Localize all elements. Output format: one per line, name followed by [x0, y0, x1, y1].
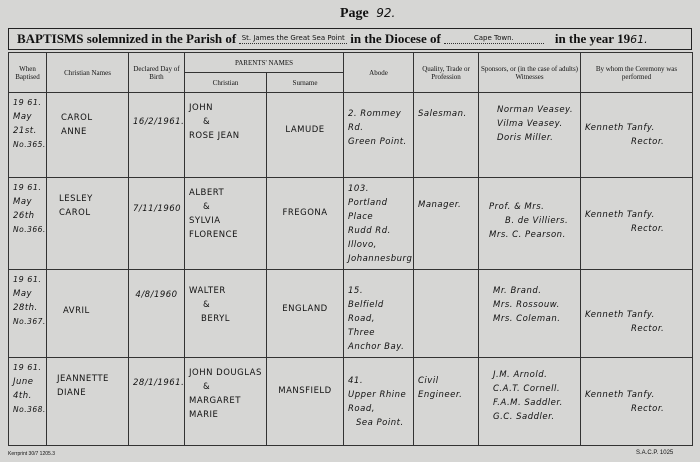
abode-cell: [344, 358, 414, 446]
christian-names-cell: [47, 178, 129, 270]
parents-christian-cell: [185, 93, 267, 178]
sponsor-line: B. de Villiers.: [505, 216, 569, 226]
entry-number: No.365.: [13, 140, 46, 149]
birth-date-cell: 28/1/1961.: [129, 358, 185, 446]
register-year: 61.: [630, 32, 648, 46]
title-text-diocese: in the Diocese of: [350, 31, 441, 46]
page-label: Page: [340, 6, 369, 21]
parents-christian-cell: [185, 358, 267, 446]
table-row: [9, 93, 693, 178]
sponsors-cell: [479, 93, 581, 178]
christian-name-line: LESLEY: [59, 194, 93, 204]
page-value: 92.: [376, 6, 396, 20]
christian-name-line: AVRIL: [63, 306, 90, 316]
parent-ampersand: &: [203, 300, 211, 310]
entry-day: 26th: [13, 211, 35, 221]
page-number: [340, 6, 395, 22]
abode-line: Green Point.: [348, 137, 407, 147]
sponsor-line: Norman Veasey.: [497, 105, 574, 115]
abode-cell: [344, 178, 414, 270]
when-baptised-cell: [9, 178, 47, 270]
sponsor-line: Mrs. Rossouw.: [493, 300, 560, 310]
by-whom-cell: [581, 358, 693, 446]
register-title: [8, 28, 692, 50]
parent-ampersand: &: [203, 382, 211, 392]
surname-cell: LAMUDE: [267, 93, 344, 178]
parent-ampersand: &: [203, 202, 211, 212]
parent-name-line: JOHN: [189, 103, 213, 113]
officiant-title: Rector.: [631, 404, 665, 414]
sponsor-line: Prof. & Mrs.: [489, 202, 545, 212]
sponsor-line: J.M. Arnold.: [493, 370, 548, 380]
christian-names-cell: [47, 358, 129, 446]
birth-date-cell: 16/2/1961.: [129, 93, 185, 178]
entry-day: 28th.: [13, 303, 38, 313]
sponsor-line: F.A.M. Saddler.: [493, 398, 563, 408]
parent-name-line: MARGARET: [189, 396, 241, 406]
sponsor-line: Mrs. C. Pearson.: [489, 230, 566, 240]
by-whom-cell: [581, 93, 693, 178]
parent-name-line: ALBERT: [189, 188, 225, 198]
surname-cell: MANSFIELD: [267, 358, 344, 446]
entry-year: 19 61.: [13, 183, 42, 192]
entry-year: 19 61.: [13, 98, 42, 107]
abode-line: Three Anchor Bay.: [348, 328, 405, 352]
sponsor-line: Vilma Veasey.: [497, 119, 563, 129]
christian-names-cell: [47, 270, 129, 358]
header-parents-surname: Surname: [267, 73, 344, 93]
officiant-signature: Kenneth Tanfy.: [585, 123, 655, 133]
entry-month: June: [13, 377, 34, 387]
header-parents-names: PARENTS' NAMES: [185, 53, 344, 73]
baptism-register-table: [8, 52, 693, 446]
abode-line: 41.: [348, 376, 364, 386]
parent-name-line: SYLVIA: [189, 216, 221, 226]
parent-name-line: JOHN DOUGLAS: [189, 368, 262, 378]
surname-cell: FREGONA: [267, 178, 344, 270]
when-baptised-cell: [9, 270, 47, 358]
abode-line: Illovo,: [348, 240, 377, 250]
printer-imprint: Kerrprint 30/7 1205.3: [8, 451, 55, 457]
officiant-signature: Kenneth Tanfy.: [585, 210, 655, 220]
parish-name: St. James the Great Sea Point: [239, 34, 347, 44]
header-sponsors: Sponsors, or (in the case of adults) Witnesses: [479, 53, 581, 93]
entry-day: 21st.: [13, 126, 37, 136]
christian-name-line: CAROL: [61, 113, 93, 123]
header-parents-christian: Christian: [185, 73, 267, 93]
abode-line: Sea Point.: [356, 418, 404, 428]
header-declared-birth: Declared Day of Birth: [129, 53, 185, 93]
abode-line: Belfield Road,: [348, 300, 384, 324]
header-abode: Abode: [344, 53, 414, 93]
entry-month: May: [13, 197, 33, 207]
abode-line: 2. Rommey Rd.: [348, 109, 402, 133]
entry-number: No.367.: [13, 317, 46, 326]
abode-line: Johannesburg: [348, 254, 413, 264]
officiant-title: Rector.: [631, 324, 665, 334]
table-row: [9, 358, 693, 446]
sponsor-line: Mrs. Coleman.: [493, 314, 561, 324]
entry-day: 4th.: [13, 391, 32, 401]
abode-line: Upper Rhine Road,: [348, 390, 407, 414]
when-baptised-cell: [9, 93, 47, 178]
header-when-baptised: When Baptised: [9, 53, 47, 93]
abode-line: 15.: [348, 286, 364, 296]
abode-line: Portland Place: [348, 198, 388, 222]
by-whom-cell: [581, 270, 693, 358]
header-quality: Quality, Trade or Profession: [414, 53, 479, 93]
sponsor-line: Mr. Brand.: [493, 286, 542, 296]
entry-year: 19 61.: [13, 363, 42, 372]
sponsors-cell: [479, 270, 581, 358]
form-number: S.A.C.P. 1025: [636, 450, 674, 456]
abode-cell: [344, 93, 414, 178]
christian-name-line: CAROL: [59, 208, 91, 218]
parent-ampersand: &: [203, 117, 211, 127]
title-text-parish: BAPTISMS solemnized in the Parish of: [17, 31, 237, 46]
parent-name-line: MARIE: [189, 410, 219, 420]
entry-month: May: [13, 289, 33, 299]
christian-name-line: ANNE: [61, 127, 87, 137]
entry-month: May: [13, 112, 33, 122]
christian-name-line: JEANNETTE: [57, 374, 109, 384]
officiant-title: Rector.: [631, 224, 665, 234]
christian-name-line: DIANE: [57, 388, 87, 398]
abode-cell: [344, 270, 414, 358]
parent-name-line: ROSE JEAN: [189, 131, 240, 141]
table-row: [9, 270, 693, 358]
parents-christian-cell: [185, 178, 267, 270]
quality-cell: Civil Engineer.: [414, 358, 479, 446]
surname-cell: ENGLAND: [267, 270, 344, 358]
birth-date-cell: 7/11/1960: [129, 178, 185, 270]
christian-names-cell: [47, 93, 129, 178]
sponsor-line: G.C. Saddler.: [493, 412, 555, 422]
sponsors-cell: [479, 178, 581, 270]
title-text-year: in the year 19: [554, 31, 631, 46]
quality-cell: Manager.: [414, 178, 479, 270]
by-whom-cell: [581, 178, 693, 270]
sponsor-line: Doris Miller.: [497, 133, 554, 143]
table-row: [9, 178, 693, 270]
when-baptised-cell: [9, 358, 47, 446]
parent-name-line: WALTER: [189, 286, 226, 296]
sponsors-cell: [479, 358, 581, 446]
abode-line: Rudd Rd.: [348, 226, 391, 236]
quality-cell: [414, 270, 479, 358]
diocese-name: Cape Town.: [444, 34, 544, 44]
quality-cell: Salesman.: [414, 93, 479, 178]
entry-number: No.368.: [13, 405, 46, 414]
officiant-title: Rector.: [631, 137, 665, 147]
abode-line: 103.: [348, 184, 369, 194]
entry-number: No.366.: [13, 225, 46, 234]
header-christian-names: Christian Names: [47, 53, 129, 93]
birth-date-cell: 4/8/1960: [129, 270, 185, 358]
officiant-signature: Kenneth Tanfy.: [585, 390, 655, 400]
officiant-signature: Kenneth Tanfy.: [585, 310, 655, 320]
sponsor-line: C.A.T. Cornell.: [493, 384, 561, 394]
header-by-whom: By whom the Ceremony was performed: [581, 53, 693, 93]
parent-name-line: FLORENCE: [189, 230, 238, 240]
parent-name-line: BERYL: [201, 314, 230, 324]
parents-christian-cell: [185, 270, 267, 358]
entry-year: 19 61.: [13, 275, 42, 284]
